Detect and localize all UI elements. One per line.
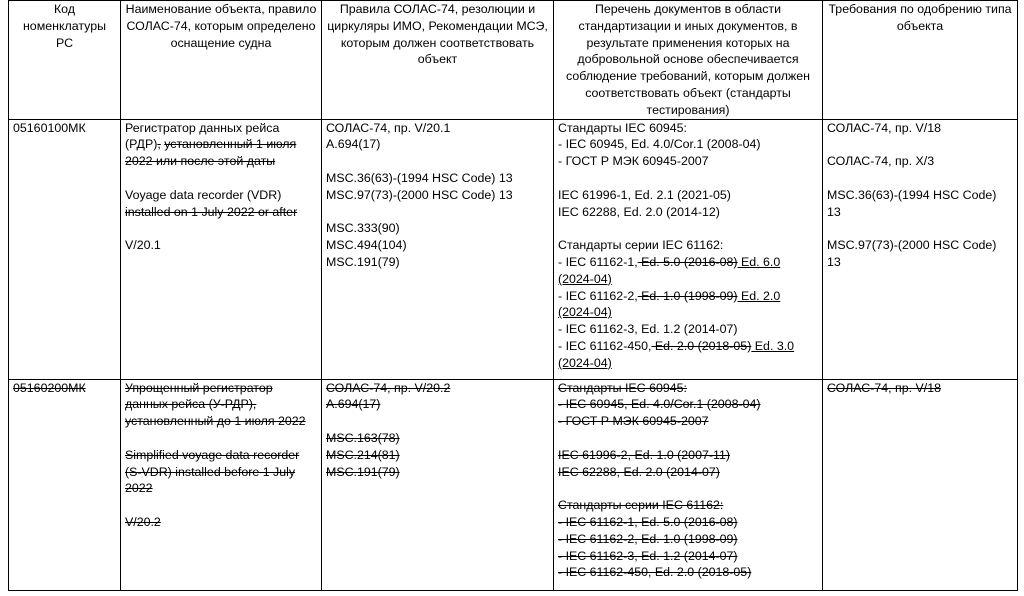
row1-name-ru: Регистратор данных рейса (РДР), установленный 1 июля 2022 или после этой даты [125, 120, 297, 169]
doc-item: IEC 61996-2, Ed. 1.0 (2007-11) [558, 447, 730, 462]
approval-item: СОЛАС-74, пр. V/18 [827, 380, 942, 395]
doc-item: - IEC 60945, Ed. 4.0/Cor.1 (2008-04) [558, 397, 761, 412]
row2-rule-ref: V/20.2 [125, 514, 161, 529]
rule-item: A.694(17) [326, 397, 381, 412]
doc-item: - IEC 61162-2, Ed. 1.0 (1998-09) Ed. 2.0 (2024-04) [558, 288, 781, 320]
rule-item: MSC.163(78) [326, 430, 400, 445]
rule-item: MSC.333(90) [326, 221, 400, 236]
struck-edition: Ed. 1.0 (1998-09) [637, 288, 738, 303]
doc-item: IEC 61996-1, Ed. 2.1 (2021-05) [558, 187, 731, 202]
rule-item: MSC.191(79) [326, 464, 400, 479]
row1-code: 05160100МК [13, 120, 86, 135]
doc-item: - IEC 61162-450, Ed. 2.0 (2018-05) [558, 565, 752, 580]
doc-item: - IEC 61162-450, Ed. 2.0 (2018-05) Ed. 3.0 (2024-04) [558, 338, 795, 370]
approval-item: СОЛАС-74, пр. V/18 [827, 120, 942, 135]
doc-item: IEC 62288, Ed. 2.0 (2014-12) [558, 204, 720, 219]
doc-item: - ГОСТ Р МЭК 60945-2007 [558, 154, 709, 169]
doc-item: - IEC 61162-3, Ed. 1.2 (2014-07) [558, 322, 738, 337]
docs-heading: Стандарты серии IEC 61162: [558, 498, 724, 513]
doc-item: - ГОСТ Р МЭК 60945-2007 [558, 414, 709, 429]
doc-item: - IEC 61162-1, Ed. 5.0 (2016-08) [558, 514, 738, 529]
struck-edition: Ed. 2.0 (2018-05) [651, 338, 752, 353]
table-header-row [9, 1, 1018, 120]
rule-item: MSC.191(79) [326, 254, 400, 269]
rule-item: MSC.97(73)-(2000 HSC Code) 13 [326, 187, 513, 202]
row2-approval-cell [823, 379, 1018, 590]
row2-name-cell [121, 379, 322, 590]
doc-item: - IEC 61162-2, Ed. 1.0 (1998-09) [558, 531, 738, 546]
struck-edition: Ed. 5.0 (2016-08) [637, 254, 738, 269]
row1-code-cell [9, 119, 121, 379]
row1-rules-cell [322, 119, 554, 379]
rule-item: A.694(17) [326, 137, 381, 152]
rule-item: СОЛАС-74, пр. V/20.1 [326, 120, 451, 135]
doc-item: IEC 62288, Ed. 2.0 (2014-07) [558, 464, 720, 479]
row2-code: 05160200МК [13, 380, 86, 395]
row2-name-ru: Упрощенный регистратор данных рейса (У-РДР), установленный до 1 июля 2022 [125, 380, 306, 429]
rule-item: СОЛАС-74, пр. V/20.2 [326, 380, 451, 395]
header-name: Наименование объекта, правило СОЛАС-74, которым определено оснащение судна [121, 1, 322, 120]
doc-item: - IEC 60945, Ed. 4.0/Cor.1 (2008-04) [558, 137, 761, 152]
header-code: Код номенклатуры РС [9, 1, 121, 120]
doc-item: - IEC 61162-3, Ed. 1.2 (2014-07) [558, 548, 738, 563]
table-row [9, 379, 1018, 590]
row2-docs-cell [554, 379, 823, 590]
row2-rules-cell [322, 379, 554, 590]
approval-item: СОЛАС-74, пр. X/3 [827, 154, 935, 169]
table-row [9, 119, 1018, 379]
row1-approval-cell [823, 119, 1018, 379]
new-edition: Ed. 3.0 (2024-04) [558, 338, 795, 370]
row1-docs-cell [554, 119, 823, 379]
header-approval: Требования по одобрению типа объекта [823, 1, 1018, 120]
row2-code-cell [9, 379, 121, 590]
new-edition: Ed. 2.0 (2024-04) [558, 288, 781, 320]
rule-item: MSC.494(104) [326, 238, 407, 253]
row1-name-en-struck: installed on 1 July 2022 or after [125, 204, 298, 219]
header-docs: Перечень документов в области стандартизации и иных документов, в результате применения которых на добровольной основе обеспечивается соблюдение требований, которым должен соответствовать объект (стандарты тестирования) [554, 1, 823, 120]
row1-name-cell [121, 119, 322, 379]
row1-rule-ref: V/20.1 [125, 238, 161, 253]
approval-item: MSC.36(63)-(1994 HSC Code) 13 [827, 187, 997, 219]
rule-item: MSC.36(63)-(1994 HSC Code) 13 [326, 170, 513, 185]
rule-item: MSC.214(81) [326, 447, 400, 462]
header-rules: Правила СОЛАС-74, резолюции и циркуляры ИМО, Рекомендации МСЭ, которым должен соответствовать объект [322, 1, 554, 120]
row2-name-en: Simplified voyage data recorder (S-VDR) installed before 1 July 2022 [125, 447, 300, 496]
docs-heading: Стандарты IEC 60945: [558, 120, 687, 135]
docs-heading: Стандарты IEC 60945: [558, 380, 687, 395]
row1-name-en: Voyage data recorder (VDR) installed on 1 July 2022 or after [125, 187, 298, 219]
equipment-table [8, 0, 1018, 591]
doc-item: - IEC 61162-1, Ed. 5.0 (2016-08) Ed. 6.0 (2024-04) [558, 254, 781, 286]
approval-item: MSC.97(73)-(2000 HSC Code) 13 [827, 238, 997, 269]
new-edition: Ed. 6.0 (2024-04) [558, 254, 781, 286]
docs-heading: Стандарты серии IEC 61162: [558, 238, 724, 253]
row1-name-ru-struck: установленный 1 июля 2022 или после этой даты [125, 137, 297, 169]
